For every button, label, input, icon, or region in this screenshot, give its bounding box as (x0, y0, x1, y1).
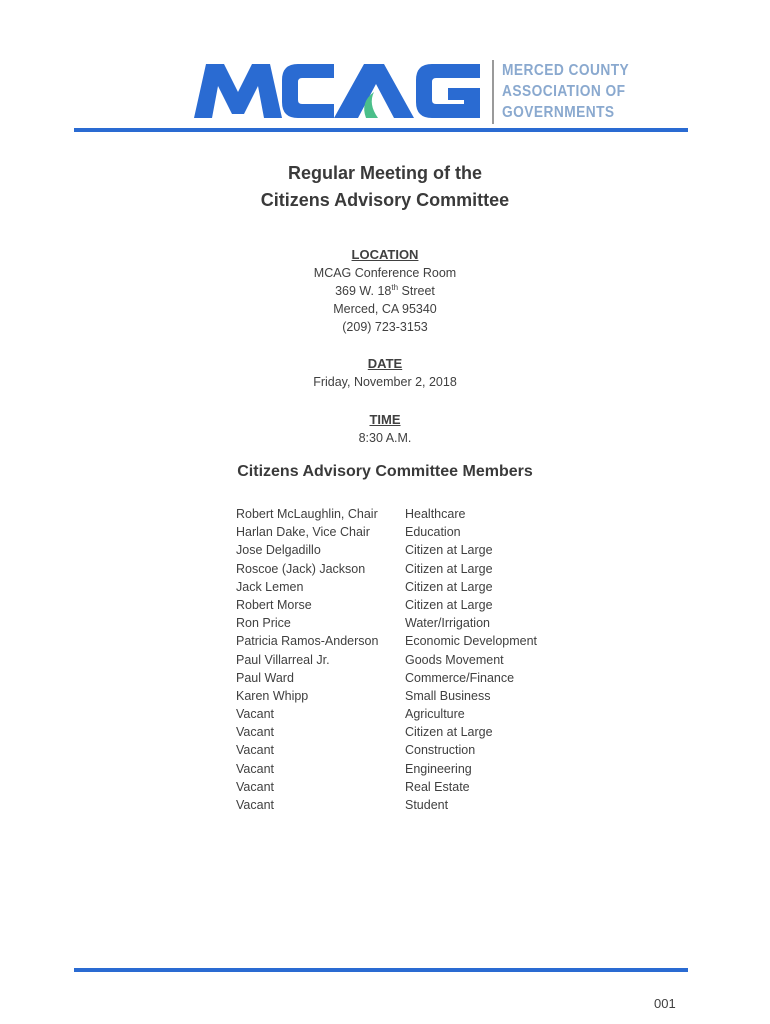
member-role: Citizen at Large (405, 579, 493, 594)
member-role: Citizen at Large (405, 725, 493, 740)
member-name: Vacant (236, 761, 274, 776)
location-city: Merced, CA 95340 (333, 302, 437, 316)
member-role: Small Business (405, 688, 491, 703)
location-block (0, 246, 770, 336)
member-role: Healthcare (405, 507, 466, 521)
member-row (236, 596, 537, 614)
title-line-1: Regular Meeting of the (287, 163, 482, 183)
member-row (236, 578, 537, 596)
member-role: Commerce/Finance (405, 670, 515, 685)
member-row (236, 760, 537, 778)
member-row (236, 778, 537, 796)
footer-rule (74, 968, 688, 972)
time-block (0, 411, 770, 447)
member-name: Jose Delgadillo (236, 543, 321, 558)
member-name: Paul Ward (236, 670, 294, 685)
member-role: Student (405, 798, 449, 812)
member-row (236, 505, 537, 523)
date-value: Friday, November 2, 2018 (313, 375, 457, 389)
meeting-title (0, 160, 770, 214)
member-role: Citizen at Large (405, 561, 493, 576)
time-value: 8:30 A.M. (358, 431, 412, 445)
page-number: 001 (654, 996, 676, 1011)
member-row (236, 651, 537, 669)
member-name: Vacant (236, 779, 274, 794)
member-name: Vacant (236, 725, 274, 740)
logo-divider (492, 60, 494, 124)
member-row (236, 669, 537, 687)
date-heading: DATE (367, 356, 403, 371)
member-role: Citizen at Large (405, 543, 493, 558)
member-name: Vacant (236, 798, 274, 812)
logo-name-line: ASSOCIATION OF (502, 83, 626, 100)
header-rule (74, 128, 688, 132)
header-logo (194, 56, 630, 126)
member-row (236, 523, 537, 541)
member-name: Vacant (236, 707, 274, 722)
member-name: Harlan Dake, Vice Chair (236, 525, 370, 540)
street-name: Street (398, 284, 435, 298)
date-block (0, 355, 770, 391)
member-name: Robert Morse (236, 597, 312, 612)
member-row (236, 560, 537, 578)
member-role: Goods Movement (405, 652, 504, 667)
logo-name-line: MERCED COUNTY (502, 62, 630, 79)
member-name: Paul Villarreal Jr. (236, 652, 330, 667)
logo-name-line: GOVERNMENTS (502, 104, 615, 121)
member-role: Real Estate (405, 779, 470, 794)
member-role: Agriculture (405, 707, 465, 722)
member-role: Economic Development (405, 634, 538, 649)
member-role: Water/Irrigation (405, 616, 490, 631)
member-name: Jack Lemen (236, 579, 304, 594)
time-heading: TIME (369, 412, 401, 427)
street-number: 369 W. 18 (335, 284, 392, 298)
member-name: Patricia Ramos-Anderson (236, 634, 379, 649)
location-phone: (209) 723-3153 (342, 320, 428, 334)
member-name: Ron Price (236, 616, 291, 631)
member-row (236, 796, 537, 814)
street-suffix: th (391, 282, 399, 292)
member-row (236, 705, 537, 723)
logo-organization-name (502, 60, 632, 123)
member-name: Karen Whipp (236, 688, 309, 703)
members-title: Citizens Advisory Committee Members (237, 463, 533, 480)
member-row (236, 687, 537, 705)
location-street (0, 282, 770, 300)
member-name: Vacant (236, 743, 274, 758)
title-line-2: Citizens Advisory Committee (260, 190, 510, 210)
member-name: Roscoe (Jack) Jackson (236, 561, 366, 576)
member-role: Engineering (405, 761, 472, 776)
member-role: Construction (405, 743, 476, 758)
member-role: Education (405, 525, 461, 540)
location-room: MCAG Conference Room (313, 266, 457, 280)
member-row (236, 632, 537, 650)
member-role: Citizen at Large (405, 597, 493, 612)
member-row (236, 541, 537, 559)
member-row (236, 741, 537, 759)
mcag-logo (194, 62, 482, 120)
member-row (236, 614, 537, 632)
member-name: Robert McLaughlin, Chair (236, 507, 378, 521)
members-list (236, 505, 537, 814)
location-heading: LOCATION (351, 247, 419, 262)
member-row (236, 723, 537, 741)
